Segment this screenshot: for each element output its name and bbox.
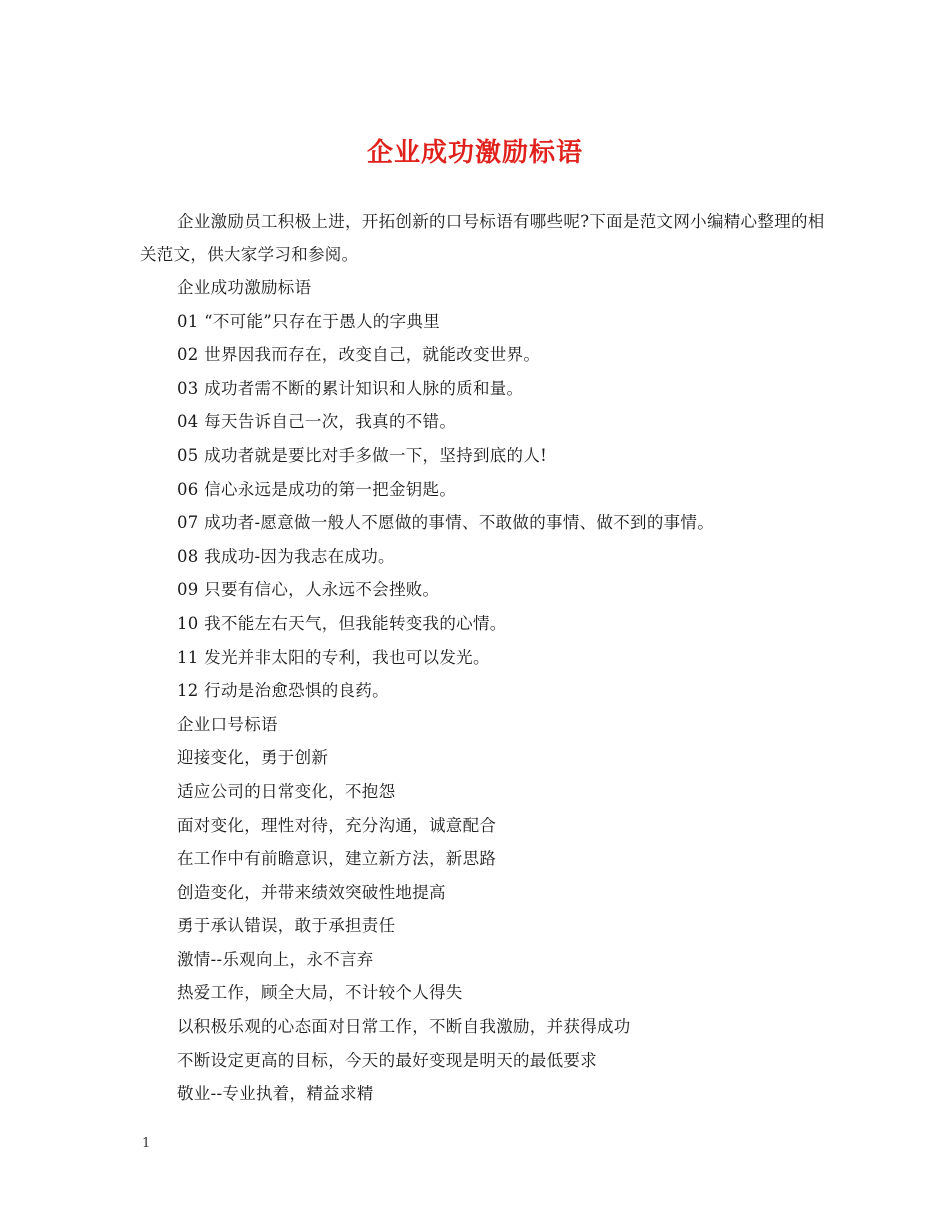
- intro-paragraph: 企业激励员工积极上进，开拓创新的口号标语有哪些呢?下面是范文网小编精心整理的相关范文，供大家学习和参阅。: [140, 212, 825, 264]
- slogan-line: 适应公司的日常变化，不抱怨: [177, 781, 396, 801]
- slogan-line: 03 成功者需不断的累计知识和人脉的质和量。: [177, 378, 524, 398]
- slogan-line: 激情--乐观向上，永不言弃: [177, 949, 374, 969]
- document-title: 企业成功激励标语: [366, 138, 583, 168]
- slogan-line: 面对变化，理性对待，充分沟通，诚意配合: [177, 815, 497, 835]
- slogan-line: 在工作中有前瞻意识，建立新方法，新思路: [177, 849, 497, 869]
- slogan-line: 01 “不可能”只存在于愚人的字典里: [177, 311, 441, 331]
- slogan-line: 不断设定更高的目标，今天的最好变现是明天的最低要求: [177, 1050, 597, 1070]
- slogan-line: 以积极乐观的心态面对日常工作，不断自我激励，并获得成功: [177, 1017, 631, 1037]
- slogan-line: 05 成功者就是要比对手多做一下，坚持到底的人!: [177, 445, 548, 465]
- page-number: 1: [142, 1136, 151, 1151]
- slogan-line: 迎接变化，勇于创新: [177, 748, 329, 768]
- slogan-line: 12 行动是治愈恐惧的良药。: [177, 681, 389, 701]
- slogan-line: 07 成功者-愿意做一般人不愿做的事情、不敢做的事情、做不到的事情。: [177, 513, 715, 533]
- slogan-line: 08 我成功-因为我志在成功。: [177, 546, 395, 566]
- section-heading: 企业口号标语: [177, 714, 278, 734]
- slogan-line: 09 只要有信心，人永远不会挫败。: [177, 580, 440, 600]
- slogan-line: 10 我不能左右天气，但我能转变我的心情。: [177, 613, 507, 633]
- slogan-line: 04 每天告诉自己一次，我真的不错。: [177, 412, 457, 432]
- slogan-list: [140, 271, 830, 1111]
- slogan-line: 02 世界因我而存在，改变自己，就能改变世界。: [177, 345, 541, 365]
- document-body: [140, 205, 830, 1111]
- section-heading: 企业成功激励标语: [177, 278, 312, 297]
- slogan-line: 敬业--专业执着，精益求精: [177, 1084, 374, 1104]
- slogan-line: 创造变化，并带来绩效突破性地提高: [177, 882, 446, 902]
- slogan-line: 06 信心永远是成功的第一把金钥匙。: [177, 479, 457, 499]
- slogan-line: 热爱工作，顾全大局，不计较个人得失: [177, 983, 463, 1003]
- slogan-line: 11 发光并非太阳的专利，我也可以发光。: [177, 647, 490, 667]
- slogan-line: 勇于承认错误，敢于承担责任: [177, 916, 396, 936]
